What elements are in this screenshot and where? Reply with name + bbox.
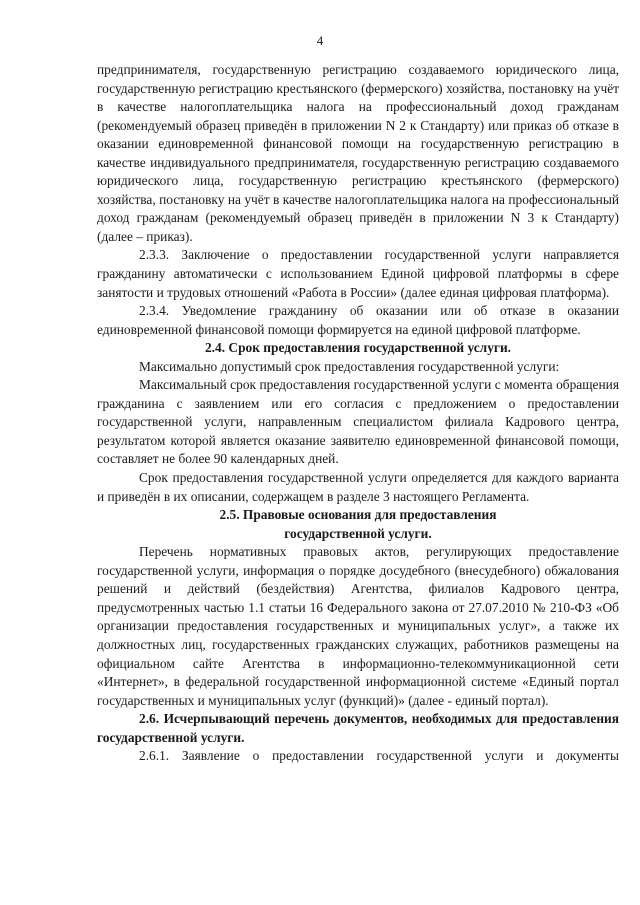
paragraph-2-3-4: 2.3.4. Уведомление гражданину об оказании или об отказе в оказании единовременной финансовой помощи формируется на единой цифровой платформе. — [97, 303, 619, 337]
paragraph-max-allowed-term: Максимально допустимый срок предоставления государственной услуги: — [139, 358, 560, 374]
page-number: 4 — [316, 33, 324, 48]
document-body — [97, 61, 619, 766]
paragraph-max-term: Максимальный срок предоставления государственной услуги с момента обращения гражданина с заявлением или его согласия с предложением о предоставлении государственной услуги, направленным специалистом филиала Кадрового центра, результатом которой является оказание заявителю единовременной финансовой помощи, составляет не более 90 календарных дней. — [97, 377, 619, 467]
heading-2-6: 2.6. Исчерпывающий перечень документов, необходимых для предоставления государственной услуги. — [97, 711, 619, 745]
heading-2-5-line-2: государственной услуги. — [284, 525, 432, 541]
heading-2-4: 2.4. Срок предоставления государственной услуги. — [204, 340, 512, 356]
paragraph-orders: предпринимателя, государственную регистрацию создаваемого юридического лица, государственную регистрацию крестьянского (фермерского) хозяйства, постановку на учёт в качестве налогоплательщика налога на профессиональный доход гражданам (рекомендуемый образец приведён в приложении N 2 к Стандарту) или приказ об отказе в оказании единовременной финансовой помощи на государственную регистрацию в качестве индивидуального предпринимателя, государственную регистрацию создаваемого юридического лица, государственную регистрацию крестьянского (фермерского) хозяйства, постановку на учёт в качестве налогоплательщика налога на профессиональный доход гражданам (рекомендуемый образец приведён в приложении N 3 к Стандарту) (далее – приказ). — [97, 62, 619, 244]
paragraph-2-3-3: 2.3.3. Заключение о предоставлении государственной услуги направляется гражданину автоматически с использованием Единой цифровой платформы в сфере занятости и трудовых отношений «Работа в России» (далее единая цифровая платформа). — [97, 247, 619, 300]
heading-2-5-line-1: 2.5. Правовые основания для предоставления — [219, 507, 497, 523]
paragraph-term-variants: Срок предоставления государственной услуги определяется для каждого варианта и приведён в их описании, содержащем в разделе 3 настоящего Регламента. — [97, 470, 619, 504]
paragraph-2-6-1: 2.6.1. Заявление о предоставлении государственной услуги и документы — [139, 748, 619, 764]
paragraph-legal-acts: Перечень нормативных правовых актов, регулирующих предоставление государственной услуги, информация о порядке досудебного (внесудебного) обжалования решений и действий (бездействия) Агентства, филиалов Кадрового центра, предусмотренных частью 1.1 статьи 16 Федерального закона от 27.07.2010 № 210-ФЗ «Об организации предоставления государственных и муниципальных услуг», а также их должностных лиц, государственных гражданских служащих, работников размещены на официальном сайте Агентства в информационно-телекоммуникационной сети «Интернет», в федеральной государственной информационной системе «Единый портал государственных и муниципальных услуг (функций)» (далее - единый портал). — [97, 544, 619, 708]
